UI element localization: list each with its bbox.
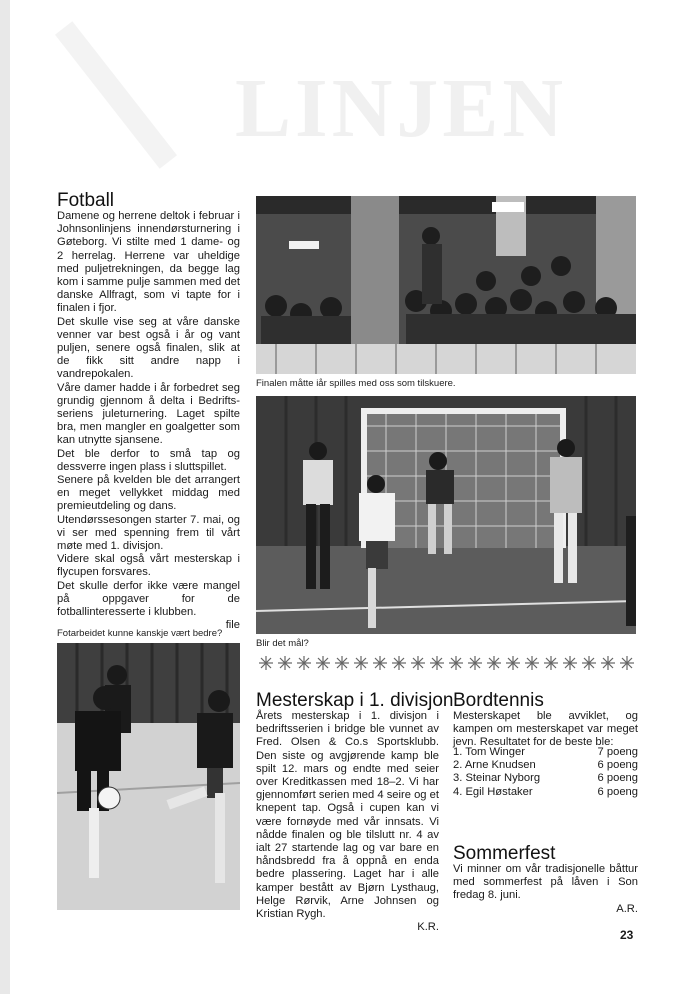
sommerfest-article [453,863,638,916]
result-name: 4. Egil Høstaker [453,785,533,798]
results-row [453,746,638,759]
fotball-paragraph: Videre skal også vårt mesterskap i flycupen forsvares. [57,553,240,579]
result-points: 6 poeng [597,772,638,785]
fotball-signature: file [225,619,240,632]
fotball-article [57,210,240,633]
sommerfest-heading: Sommerfest [453,843,556,864]
fotball-paragraph: Utendørssesongen starter 7. mai, og vi ser med spenning frem til vårt møte med 1. divisjon. [57,513,240,553]
footwork-photo [57,643,240,910]
result-name: 1. Tom Winger [453,746,525,758]
result-name: 3. Steinar Nyborg [453,772,541,785]
page-edge-shadow [0,0,10,994]
goal-caption: Blir det mål? [256,638,309,649]
spectators-caption: Finalen måtte iår spilles med oss som tilskuere. [256,378,456,389]
fotball-heading: Fotball [57,190,115,211]
goal-photo [256,396,636,634]
mesterskap-article [256,710,439,934]
sommerfest-body: Vi minner om vår tradisjonelle båttur med sommerfest på låven i Son fredag 8. juni. [453,863,638,902]
snowflake-divider-icon [256,653,636,673]
results-row [453,786,638,799]
mesterskap-heading: Mesterskap i 1. divisjon [256,690,454,711]
result-points: 7 poeng [597,746,638,758]
fotball-paragraph: Damene og herrene deltok i februar i Johnsonlinjens innendørsturnering i Gøteborg. Vi stilte med 1 dame- og 2 herrelag. Herrene var uheldige med puljetrekningen, da begge lag kom i samme pulje sammen med det danske Allfragt, som vi tapte for i finalen i fjor. [57,210,240,315]
bordtennis-intro: Mesterskapet ble avviklet, og kampen om mesterskapet var meget jevn. Resultatet for de beste ble: [453,710,638,749]
results-row [453,772,638,785]
spectators-photo [256,196,636,374]
footwork-caption: Fotarbeidet kunne kanskje vært bedre? [57,628,223,639]
faded-masthead-watermark: LINJEN [20,20,680,170]
fotball-paragraph: Senere på kvelden ble det arrangert en meget vellykket middag med premieutdeling og dans. [57,474,240,513]
fotball-paragraph: Våre damer hadde i år forbedret seg grundig gjennom å delta i Bedrifts-seriens juleturnering. Laget spilte bra, men mangler en goalgetter som kan utnytte sjansene. [57,381,240,447]
results-row [453,759,638,772]
bordtennis-heading: Bordtennis [453,690,544,711]
page-number: 23 [620,928,634,942]
result-name: 2. Arne Knudsen [453,759,536,772]
result-points: 6 poeng [597,759,638,772]
bordtennis-results-list [453,746,638,799]
mesterskap-signature: K.R. [417,921,439,934]
fotball-paragraph: Det skulle derfor ikke være mangel på oppgaver for de fotballinteresserte i klubben. [57,579,240,619]
sommerfest-signature: A.R. [616,902,638,915]
mesterskap-body: Årets mesterskap i 1. divisjon i bedriftsserien i bridge ble vunnet av Fred. Olsen & Co.s Sportsklubb. Den siste og avgjørende kamp ble spilt 12. mars og endte med seier over Kreditkassen med 18–2. Vi har gjennomført serien med 4 seire og et knepent tap. Også i cupen kan vi være fornøyde med vår innsats. Vi nådde finalen og ble tilslutt nr. 4 av ialt 27 startende lag og var bare en håndsbredd fra å oppnå en enda bedre plassering. Laget har i alle kamper bestått av Bjørn Lysthaug, Helge Rørvik, Arne Johnsen og Kristian Rygh. [256,710,439,921]
fotball-paragraph: Det skulle vise seg at våre danske venner var best også i år og vant puljen, senere også finalen, slik at de fikk sitt andre napp i vandrepokalen. [57,315,240,381]
fotball-paragraph: Det ble derfor to små tap og dessverre ingen plass i sluttspillet. [57,447,240,473]
result-points: 6 poeng [597,785,638,798]
